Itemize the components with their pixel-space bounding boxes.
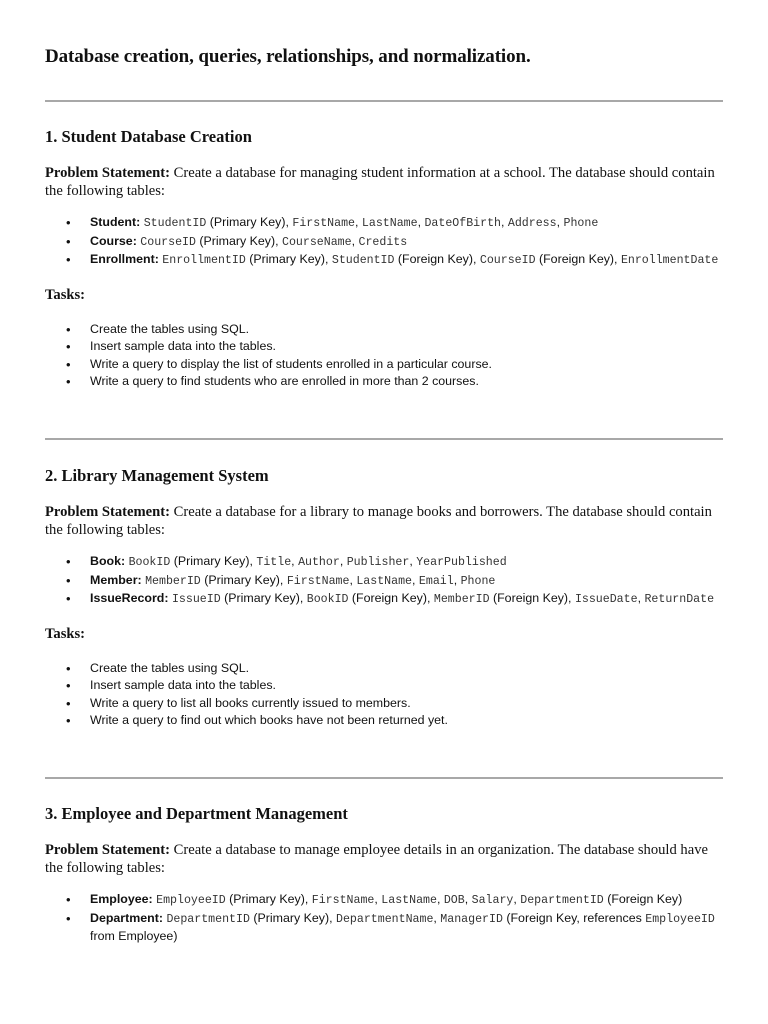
field-note: , (501, 215, 508, 229)
field-note: (Primary Key), (249, 910, 336, 925)
table-name: Department: (90, 910, 163, 925)
field-note: (Primary Key), (206, 215, 293, 229)
field-name: DepartmentID (520, 894, 604, 907)
field-name: LastName (381, 894, 437, 907)
section-divider (45, 438, 723, 440)
problem-statement-label: Problem Statement: (45, 842, 170, 858)
problem-statement-text: Create a database to manage employee details in an organization. The database should have the following tables: (45, 842, 708, 876)
field-note: , (412, 572, 419, 587)
field-name: EnrollmentDate (620, 254, 719, 267)
table-definition-item (45, 553, 725, 572)
field-name: LastName (356, 574, 413, 588)
problem-statement (45, 503, 725, 539)
field-name: MemberID (433, 593, 490, 606)
field-note: , (355, 215, 362, 229)
table-name: Member: (90, 572, 142, 587)
field-note: , (349, 572, 357, 587)
field-note: , (409, 554, 417, 568)
field-name: Author (298, 556, 340, 569)
field-note: , (436, 892, 444, 906)
field-note: , (513, 892, 521, 906)
task-item: • Create the tables using SQL. (45, 660, 725, 678)
field-note: (Foreign Key), (489, 591, 575, 605)
section-heading: 1. Student Database Creation (45, 127, 252, 146)
field-note: , (464, 892, 472, 906)
field-name: DepartmentName (336, 912, 434, 926)
table-name: IssueRecord: (90, 591, 169, 605)
section-student-database (45, 127, 725, 391)
field-name: CourseID (479, 254, 536, 267)
field-name: YearPublished (416, 556, 507, 569)
section-heading: 3. Employee and Department Management (45, 804, 348, 823)
task-item: • Write a query to find students who are enrolled in more than 2 courses. (45, 373, 725, 391)
field-note: (Primary Key), (170, 554, 257, 568)
tasks-list (45, 321, 725, 391)
field-name: ManagerID (440, 912, 503, 926)
tasks-label: Tasks: (45, 286, 86, 303)
field-name: ReturnDate (644, 593, 715, 606)
table-definitions-list (45, 214, 725, 270)
field-name: IssueID (171, 593, 221, 606)
table-definition-item (45, 251, 725, 270)
field-name: FirstName (311, 894, 375, 907)
table-definition-item (45, 891, 725, 910)
field-name: BookID (128, 556, 171, 569)
table-definitions-list (45, 553, 725, 609)
section-divider (45, 777, 723, 779)
table-definition-item (45, 233, 725, 252)
field-name: Phone (460, 574, 496, 588)
field-note: (Foreign Key), (535, 252, 621, 266)
field-note: (Primary Key), (245, 252, 332, 266)
field-name: Credits (358, 235, 408, 249)
field-note: , (433, 910, 441, 925)
problem-statement-text: Create a database for managing student information at a school. The database should contain the following tables: (45, 165, 715, 199)
tasks-list (45, 660, 725, 730)
section-heading: 2. Library Management System (45, 466, 269, 485)
problem-statement-label: Problem Statement: (45, 504, 170, 520)
problem-statement (45, 841, 725, 877)
field-name: EmployeeID (156, 894, 226, 907)
field-note: , (291, 554, 299, 568)
field-name: FirstName (292, 217, 356, 230)
field-note: (Primary Key), (195, 233, 283, 248)
table-name: Enrollment: (90, 252, 159, 266)
table-definition-item (45, 572, 725, 591)
problem-statement-text: Create a database for a library to manage books and borrowers. The database should contain the following tables: (45, 504, 712, 538)
table-definitions-list (45, 891, 725, 946)
field-name: Email (418, 574, 454, 588)
field-note: (Primary Key), (220, 591, 307, 605)
task-item: • Write a query to display the list of students enrolled in a particular course. (45, 356, 725, 374)
document-title: Database creation, queries, relationships, and normalization. (45, 46, 531, 67)
table-name: Employee: (90, 892, 153, 906)
problem-statement (45, 164, 725, 200)
task-item: • Create the tables using SQL. (45, 321, 725, 339)
task-item: • Insert sample data into the tables. (45, 677, 725, 695)
table-name: Course: (90, 233, 137, 248)
field-note: , (339, 554, 347, 568)
field-name: EmployeeID (645, 912, 715, 926)
table-definition-item (45, 910, 725, 946)
field-name: DepartmentID (166, 912, 250, 926)
field-name: MemberID (145, 574, 201, 588)
field-name: Title (256, 556, 292, 569)
field-note: from Employee) (90, 929, 178, 943)
field-name: Phone (563, 217, 599, 230)
field-name: EnrollmentID (162, 254, 246, 267)
field-name: FirstName (286, 574, 350, 588)
field-note: , (351, 233, 359, 248)
field-name: DOB (443, 894, 465, 907)
field-note: , (637, 591, 645, 605)
field-note: , (453, 572, 461, 587)
field-name: CourseID (140, 235, 196, 249)
field-name: Address (507, 217, 557, 230)
field-name: DateOfBirth (424, 217, 501, 230)
field-note: (Primary Key), (200, 572, 287, 587)
field-note: (Foreign Key), (348, 591, 434, 605)
field-note: , (417, 215, 425, 229)
field-name: IssueDate (574, 593, 638, 606)
section-library-management (45, 466, 725, 730)
field-name: StudentID (143, 217, 207, 230)
task-item: • Insert sample data into the tables. (45, 338, 725, 356)
field-name: Salary (471, 894, 514, 907)
table-definition-item (45, 214, 725, 233)
table-name: Book: (90, 554, 126, 568)
field-note: , (556, 215, 564, 229)
problem-statement-label: Problem Statement: (45, 165, 170, 181)
field-name: Publisher (346, 556, 410, 569)
field-name: CourseName (282, 235, 352, 249)
field-note: (Foreign Key, references (502, 910, 646, 925)
field-name: StudentID (331, 254, 395, 267)
field-name: LastName (361, 217, 418, 230)
task-item: • Write a query to find out which books have not been returned yet. (45, 712, 725, 730)
field-note: , (374, 892, 382, 906)
field-note: (Foreign Key), (394, 252, 480, 266)
field-note: (Primary Key), (225, 892, 312, 906)
table-definition-item (45, 590, 725, 609)
table-name: Student: (90, 215, 141, 229)
task-item: • Write a query to list all books currently issued to members. (45, 695, 725, 713)
field-note: (Foreign Key) (603, 892, 683, 906)
field-name: BookID (306, 593, 349, 606)
tasks-label: Tasks: (45, 625, 86, 642)
section-divider (45, 100, 723, 102)
section-employee-department (45, 804, 725, 946)
